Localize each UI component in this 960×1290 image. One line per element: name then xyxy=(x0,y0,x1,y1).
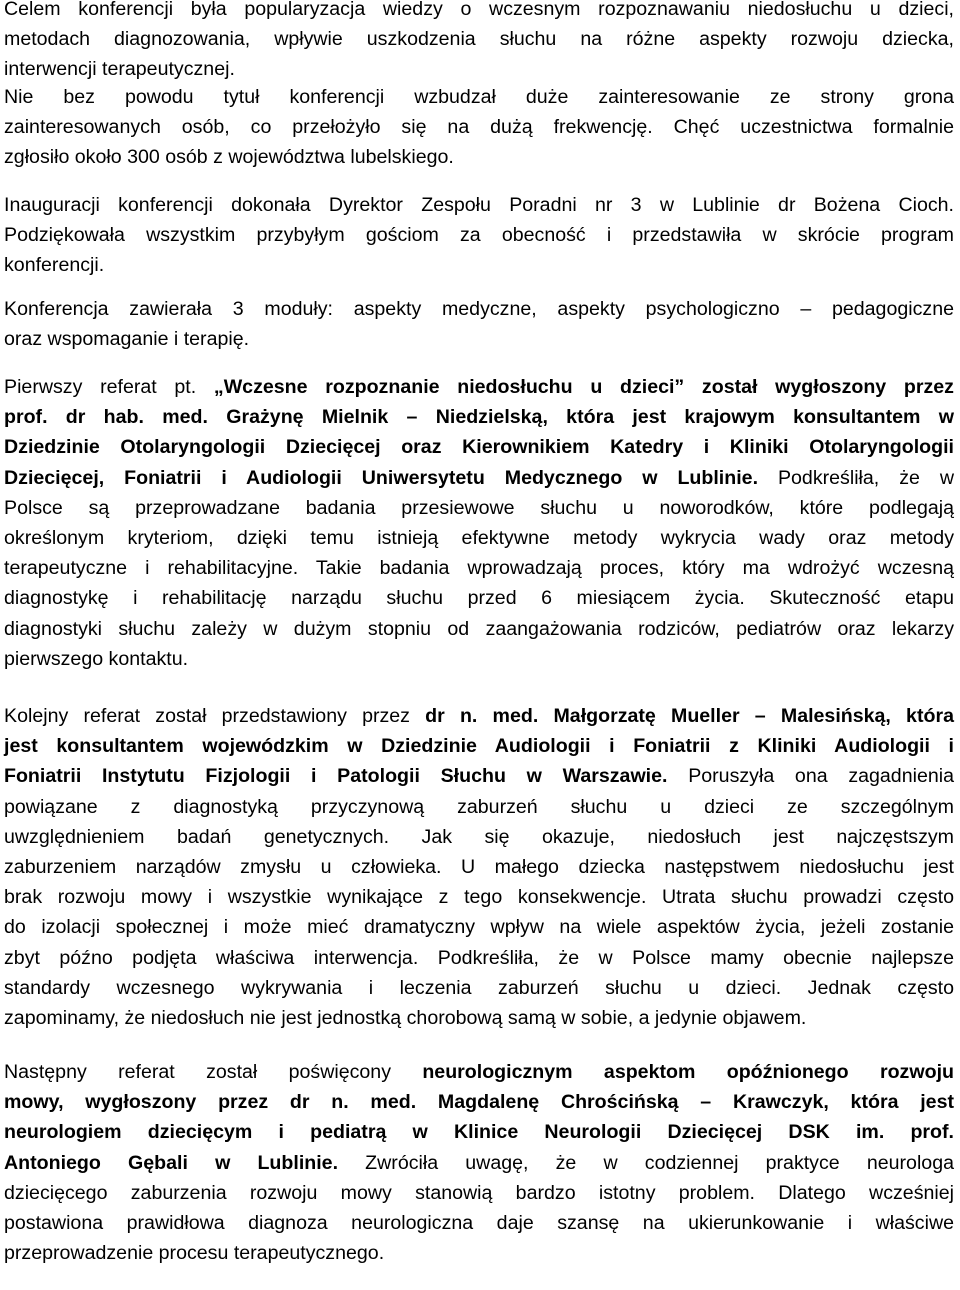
text: Polsce są przeprowadzane badania przesiewowe słuchu u noworodków, które podlegają xyxy=(4,496,954,519)
text: zainteresowanych osób, co przełożyło się na dużą frekwencję. Chęć uczestnictwa formalnie xyxy=(4,116,954,139)
bold-text: jest konsultantem wojewódzkim w Dziedzinie Audiologii i Foniatrii z Kliniki Audiologii i xyxy=(4,735,954,758)
text: oraz wspomaganie i terapię. xyxy=(4,328,250,351)
text: diagnostyki słuchu zależy w dużym stopniu od zaangażowania rodziców, pediatrów oraz lekarzy xyxy=(4,617,954,640)
bold-text: Antoniego Gębali w Lublinie. xyxy=(4,1151,339,1174)
text: Inauguracji konferencji dokonała Dyrektor Zespołu Poradni nr 3 w Lublinie dr Bożena Cioch. xyxy=(4,194,954,216)
text-line xyxy=(4,1057,954,1087)
text-line xyxy=(4,220,954,250)
text: Podkreśliła, że w xyxy=(758,466,954,489)
text: Poruszyła ona zagadnienia xyxy=(667,765,955,788)
text: uwzględnieniem badań genetycznych. Jak się okazuje, niedosłuch jest najczęstszym xyxy=(4,825,954,848)
text: zgłosiło około 300 osób z województwa lubelskiego. xyxy=(4,146,454,169)
text-line xyxy=(4,973,954,1003)
text: pierwszego kontaktu. xyxy=(4,647,189,670)
text-line xyxy=(4,822,954,852)
text: brak rozwoju mowy i wszystkie wynikające z tego konsekwencje. Utrata słuchu prowadzi często xyxy=(4,886,954,909)
text-line xyxy=(4,324,954,354)
text: standardy wczesnego wykrywania i leczenia zaburzeń słuchu u dzieci. Jednak często xyxy=(4,976,954,999)
text-line xyxy=(4,372,954,402)
text: przeprowadzenie procesu terapeutycznego. xyxy=(4,1242,385,1265)
text: terapeutyczne i rehabilitacyjne. Takie badania wprowadzają proces, który ma wdrożyć wczesną xyxy=(4,557,954,580)
text-line xyxy=(4,523,954,553)
text-line xyxy=(4,493,954,523)
text-line xyxy=(4,701,954,731)
text-line xyxy=(4,0,954,24)
text-line xyxy=(4,731,954,761)
text-line xyxy=(4,1003,954,1033)
bold-text: mowy, wygłoszony przez dr n. med. Magdalenę Chrościńską – Krawczyk, która jest xyxy=(4,1091,954,1114)
text: postawiona prawidłowa diagnoza neurologiczna daje szansę na ukierunkowanie i właściwe xyxy=(4,1211,954,1234)
bold-text: neurologiem dziecięcym i pediatrą w Klinice Neurologii Dziecięcej DSK im. prof. xyxy=(4,1121,954,1144)
bold-text: Dziedzinie Otolaryngologii Dziecięcej oraz Kierownikiem Katedry i Kliniki Otolaryngologii xyxy=(4,436,954,459)
bold-text: Dziecięcej, Foniatrii i Audiologii Uniwersytetu Medycznego w Lublinie. xyxy=(4,466,759,489)
bold-text: Grażynę Mielnik – Niedzielską, która jest krajowym konsultantem w xyxy=(226,406,954,429)
text-line xyxy=(4,761,954,791)
text: Podziękowała wszystkim przybyłym gościom za obecność i przedstawiła w skrócie program xyxy=(4,224,954,247)
text-line xyxy=(4,1117,954,1147)
text-line xyxy=(4,463,954,493)
text-line xyxy=(4,912,954,942)
text-line xyxy=(4,882,954,912)
text: Celem konferencji była popularyzacja wiedzy o wczesnym rozpoznawaniu niedosłuchu u dzieci, xyxy=(4,0,954,20)
bold-text: neurologicznym aspektom opóźnionego rozwoju xyxy=(422,1061,954,1083)
bold-text: „Wczesne rozpoznanie niedosłuchu u dzieci” został wygłoszony przez xyxy=(213,376,954,398)
text-line xyxy=(4,294,954,324)
text: konferencji. xyxy=(4,254,105,277)
text-line xyxy=(4,190,954,220)
text-line xyxy=(4,614,954,644)
paragraph xyxy=(4,701,954,1033)
text-line xyxy=(4,1148,954,1178)
paragraph xyxy=(4,294,954,354)
text: interwencji terapeutycznej. xyxy=(4,58,235,81)
text-line xyxy=(4,553,954,583)
text-line xyxy=(4,583,954,613)
text: Kolejny referat został przedstawiony przez xyxy=(4,705,426,727)
text-line xyxy=(4,112,954,142)
text-line xyxy=(4,792,954,822)
text-line xyxy=(4,1238,954,1268)
text: określonym kryteriom, dzięki temu istnieją efektywne metody wykrycia wady oraz metody xyxy=(4,526,954,549)
text: metodach diagnozowania, wpływie uszkodzenia słuchu na różne aspekty rozwoju dziecka, xyxy=(4,28,954,51)
paragraph xyxy=(4,190,954,281)
bold-text: dr n. med. Małgorzatę Mueller – Malesińską, która xyxy=(425,705,954,727)
text-line xyxy=(4,24,954,54)
text: Pierwszy referat pt. xyxy=(4,376,214,398)
text: zaburzeniem narządów zmysłu u człowieka. U małego dziecka następstwem niedosłuchu jest xyxy=(4,855,954,878)
text-line xyxy=(4,943,954,973)
paragraph xyxy=(4,0,954,85)
text-line xyxy=(4,82,954,112)
text: powiązane z diagnostyką przyczynową zaburzeń słuchu u dzieci ze szczególnym xyxy=(4,795,954,818)
text-line xyxy=(4,54,954,84)
text-line xyxy=(4,1178,954,1208)
text-line xyxy=(4,142,954,172)
text-line xyxy=(4,1208,954,1238)
bold-text: Foniatrii Instytutu Fizjologii i Patologii Słuchu w Warszawie. xyxy=(4,765,668,788)
text: do izolacji społecznej i może mieć dramatyczny wpływ na wiele aspektów życia, jeżeli zostanie xyxy=(4,916,954,939)
text-line xyxy=(4,432,954,462)
text-line xyxy=(4,644,954,674)
text-line xyxy=(4,402,954,432)
text-line xyxy=(4,852,954,882)
text: zapominamy, że niedosłuch nie jest jednostką chorobową samą w sobie, a jedynie objawem. xyxy=(4,1006,807,1029)
text: Konferencja zawierała 3 moduły: aspekty medyczne, aspekty psychologiczno – pedagogiczne xyxy=(4,298,954,320)
paragraph xyxy=(4,372,954,674)
text-line xyxy=(4,250,954,280)
text: Zwróciła uwagę, że w codziennej praktyce neurologa xyxy=(338,1151,954,1174)
text: dziecięcego zaburzenia rozwoju mowy stanowią bardzo istotny problem. Dlatego wcześniej xyxy=(4,1181,954,1204)
text: diagnostykę i rehabilitację narządu słuchu przed 6 miesiącem życia. Skuteczność etapu xyxy=(4,587,954,610)
paragraph xyxy=(4,82,954,173)
text: zbyt późno podjęta właściwa interwencja. Podkreśliła, że w Polsce mamy obecnie najlepsze xyxy=(4,946,954,969)
text: Następny referat został poświęcony xyxy=(4,1061,423,1083)
paragraph xyxy=(4,1057,954,1268)
text: Nie bez powodu tytuł konferencji wzbudzał duże zainteresowanie ze strony grona xyxy=(4,86,954,108)
text-line xyxy=(4,1087,954,1117)
bold-text: prof. dr hab. med. xyxy=(4,406,227,429)
